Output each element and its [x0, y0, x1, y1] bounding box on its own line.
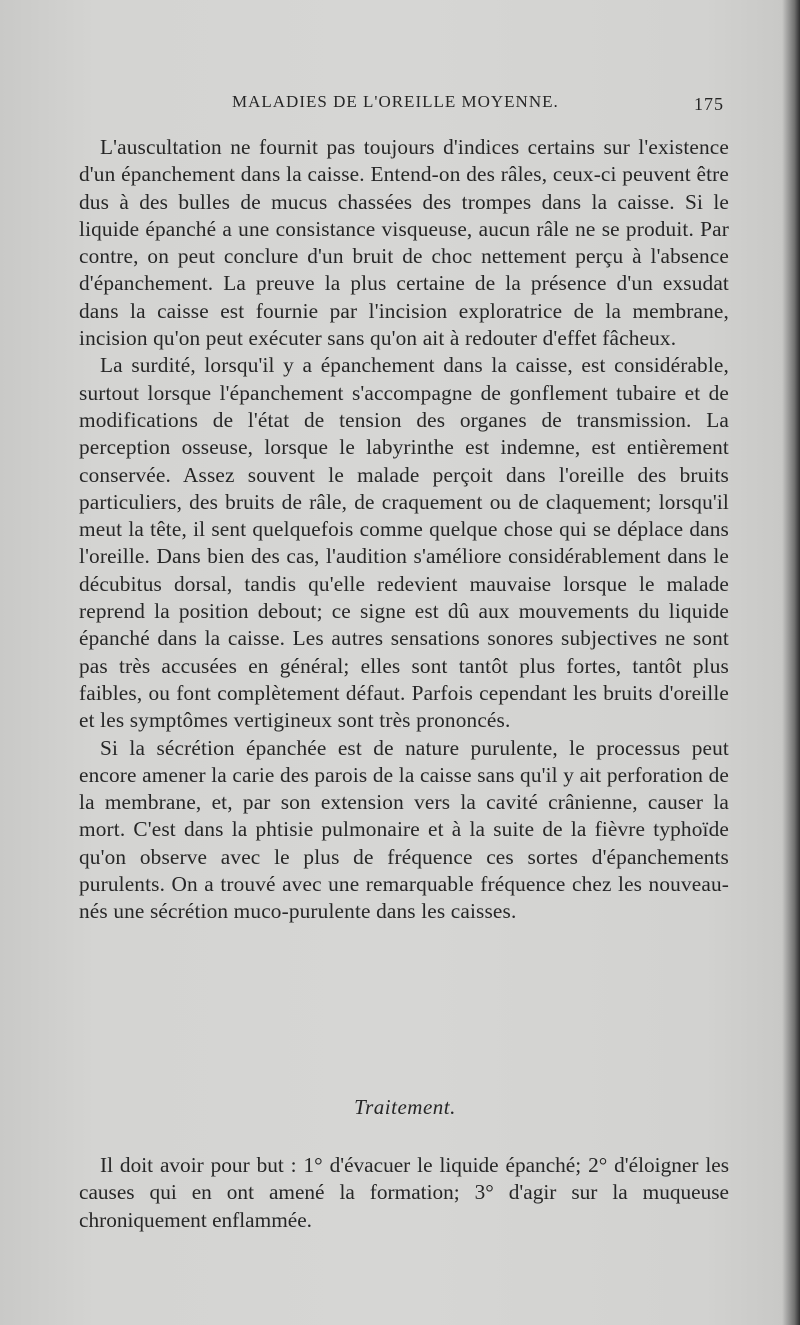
traitement-text [79, 1152, 729, 1234]
paragraph-auscultation: L'auscultation ne fournit pas toujours d'indices certains sur l'existence d'un épanchement dans la caisse. Entend-on des râles, ceux-ci peuvent être dus à des bulles de mucus chassées des trompes dans la caisse. Si le liquide épanché a une consistance visqueuse, aucun râle ne se produit. Par contre, on peut conclure d'un bruit de choc nettement perçu à l'absence d'épanchement. La preuve la plus certaine de la présence d'un exsudat dans la caisse est fournie par l'incision exploratrice de la membrane, incision qu'on peut exécuter sans qu'on ait à redouter d'effet fâcheux. [79, 135, 729, 351]
page-number: 175 [694, 94, 724, 114]
page-edge-shadow [782, 0, 800, 1325]
paragraph-traitement: Il doit avoir pour but : 1° d'évacuer le liquide épanché; 2° d'éloigner les causes qui en ont amené la formation; 3° d'agir sur la muqueuse chroniquement enflammée. [79, 1153, 729, 1232]
body-text [79, 134, 729, 926]
page-header [80, 92, 730, 118]
section-heading-traitement: Traitement. [354, 1095, 456, 1119]
paragraph-secretion: Si la sécrétion épanchée est de nature purulente, le processus peut encore amener la carie des parois de la caisse sans qu'il y ait perforation de la membrane, et, par son extension vers la cavité crânienne, causer la mort. C'est dans la phtisie pulmonaire et à la suite de la fièvre typhoïde qu'on observe avec le plus de fréquence ces sortes d'épanchements purulents. On a trouvé avec une remarquable fréquence chez les nouveau-nés une sécrétion muco-purulente dans les caisses. [79, 735, 729, 924]
running-title: MALADIES DE L'OREILLE MOYENNE. [232, 92, 559, 111]
paragraph-surdite: La surdité, lorsqu'il y a épanchement dans la caisse, est considérable, surtout lorsque l'épanchement s'accompagne de gonflement tubaire et de modifications de l'état de tension des organes de transmission. La perception osseuse, lorsque le labyrinthe est indemne, est entièrement conservée. Assez souvent le malade perçoit dans l'oreille des bruits particuliers, des bruits de râle, de craquement ou de claquement; lorsqu'il meut la tête, il sent quelquefois comme quelque chose qui se déplace dans l'oreille. Dans bien des cas, l'audition s'améliore considérablement dans le décubitus dorsal, tandis qu'elle redevient mauvaise lorsque le malade reprend la position debout; ce signe est dû aux mouvements du liquide épanché dans la caisse. Les autres sensations sonores subjectives ne sont pas très accusées en général; elles sont tantôt plus fortes, tantôt plus faibles, ou font complètement défaut. Parfois cependant les bruits d'oreille et les symptômes vertigineux sont très prononcés. [79, 353, 729, 733]
